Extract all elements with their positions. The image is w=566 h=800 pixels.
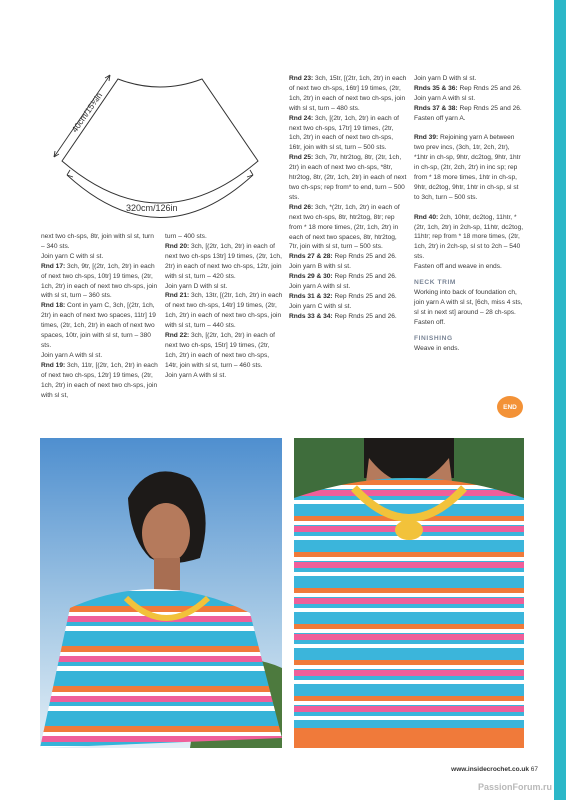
section-heading: NECK TRIM: [414, 279, 457, 287]
round-label: Rnds 31 & 32:: [289, 292, 333, 300]
round-label: Rnd 24:: [289, 114, 314, 122]
pattern-paragraph: Weave in ends.: [414, 344, 460, 352]
circumference-label: 320cm/126in: [126, 203, 178, 213]
paragraph-gap: [414, 203, 524, 213]
round-label: Rnd 21:: [165, 292, 190, 300]
pattern-paragraph: Join yarn B with sl st.: [289, 263, 351, 271]
pattern-paragraph: Rnd 22: 3ch, [(2tr, 1ch, 2tr) in each of next two ch-sps, 15tr] 19 times, (2tr, 1ch, 2tr) in each of next two ch-sps, 14tr, join with sl st, turn – 460 sts.: [165, 332, 275, 369]
text-column-2: [165, 232, 283, 381]
round-label: Rnd 17:: [41, 262, 66, 270]
pattern-paragraph: Rnd 25: 3ch, 7tr, htr2tog, 8tr, (2tr, 1ch, 2tr) in each of next two ch-sps, *8tr, htr2tog, 8tr, (2tr, 1ch, 2tr) in each of next two ch-sps; rep from* to end, turn – 500 sts.: [289, 154, 407, 201]
page-edge-bar: [554, 0, 566, 800]
round-label: Rnds 37 & 38:: [414, 104, 458, 112]
pattern-paragraph: Join yarn A with sl st.: [289, 283, 351, 291]
poncho-schematic-svg: [40, 55, 280, 230]
section-heading: FINISHING: [414, 334, 453, 342]
text-column-1: [41, 232, 158, 400]
round-label: Rnd 22:: [165, 332, 190, 340]
pattern-paragraph: Rnd 39: Rejoining yarn A between two prev incs, (3ch, 1tr, 2ch, 2tr), *1htr in ch-sp, 9htr, dc2tog, 9htr, 1htr in ch-sp, (2tr, 2ch, 2tr) in inc sp; rep from * 18 more times, 1htr in ch-sp, 9htr, dc2tog, 9htr, 1htr in ch-sp, sl st to 3ch, turn – 500 sts.: [414, 134, 521, 201]
end-badge: END: [497, 396, 523, 418]
round-label: Rnds 27 & 28:: [289, 253, 333, 261]
pattern-paragraph: turn – 400 sts.: [165, 233, 207, 240]
footer-url[interactable]: www.insidecrochet.co.uk: [451, 766, 529, 773]
pattern-paragraph: Rnd 19: 3ch, 11tr, [(2tr, 1ch, 2tr) in each of next two ch-sps, 12tr] 19 times, (2tr, 1ch, 2tr) in each of next two ch-sps, join with sl st,: [41, 361, 158, 399]
watermark: PassionForum.ru: [477, 782, 552, 792]
pattern-paragraph: next two ch-sps, 8tr, join with sl st, turn – 340 sts.: [41, 233, 154, 250]
pattern-paragraph: Join yarn A with sl st.: [41, 351, 103, 359]
pattern-paragraph: Rnds 31 & 32: Rep Rnds 25 and 26.: [289, 292, 397, 300]
photo-model-left: [40, 438, 282, 748]
pattern-paragraph: Rnd 24: 3ch, [(2tr, 1ch, 2tr) in each of next two ch-sps, 17tr] 19 times, (2tr, 1ch, 2tr) in each of next two ch-sps, 16tr, join with sl st, turn – 500 sts.: [289, 114, 399, 152]
pattern-paragraph: Join yarn A with sl st.: [414, 94, 476, 102]
round-label: Rnds 33 & 34:: [289, 312, 333, 320]
depth-label: 40cm/15¾in: [69, 90, 105, 135]
round-label: Rnd 40:: [414, 213, 439, 221]
pattern-paragraph: Rnd 23: 3ch, 15tr, [(2tr, 1ch, 2tr) in each of next two ch-sps, 16tr] 19 times, (2tr, 1ch, 2tr) in each of next two ch-sps, join with sl st, turn – 480 sts.: [289, 75, 407, 112]
pattern-paragraph: Join yarn D with sl st.: [414, 75, 477, 82]
pattern-paragraph: Rnd 40: 2ch, 10htr, dc2tog, 11htr, *(2tr, 1ch, 2tr) in 2ch-sp, 11htr, dc2tog, 11htr; rep from * 18 more times, (2tr, 1ch, 2tr) in 2ch-sp, sl st to 2ch – 540 sts.: [414, 213, 524, 261]
pattern-paragraph: Rnd 20: 3ch, [(2tr, 1ch, 2tr) in each of next two ch-sps 13tr] 19 times, (2tr, 1ch, 2tr) in each of next two ch-sps, 12tr, join with sl st, turn – 420 sts.: [165, 242, 282, 280]
text-column-3: [289, 74, 407, 322]
pattern-paragraph: Rnd 17: 3ch, 9tr, [(2tr, 1ch, 2tr) in each of next two ch-sps, 10tr] 19 times, (2tr, 1ch, 2tr) in each of next two ch-sps, join with sl st, turn – 360 sts.: [41, 262, 158, 300]
round-label: Rnd 39:: [414, 134, 439, 142]
pattern-paragraph: Join yarn D with sl st.: [165, 282, 228, 290]
pattern-paragraph: Join yarn C with sl st.: [41, 252, 104, 260]
pattern-paragraph: Rnds 35 & 36: Rep Rnds 25 and 26.: [414, 84, 522, 92]
pattern-paragraph: Rnds 33 & 34: Rep Rnds 25 and 26.: [289, 312, 397, 320]
round-label: Rnds 29 & 30:: [289, 273, 333, 281]
round-label: Rnd 19:: [41, 361, 66, 369]
text-column-4: [414, 74, 524, 353]
pattern-paragraph: Join yarn A with sl st.: [165, 371, 227, 379]
page-number: 67: [530, 766, 538, 773]
round-label: Rnd 23:: [289, 75, 314, 82]
pattern-paragraph: Fasten off and weave in ends.: [414, 263, 502, 271]
pattern-paragraph: Join yarn C with sl st.: [289, 302, 352, 310]
round-label: Rnd 26:: [289, 203, 314, 211]
pattern-paragraph: Rnds 29 & 30: Rep Rnds 25 and 26.: [289, 273, 397, 281]
paragraph-gap: [414, 124, 524, 134]
round-label: Rnd 18:: [41, 302, 66, 310]
schematic-diagram: [40, 55, 280, 230]
pattern-paragraph: Rnds 27 & 28: Rep Rnds 25 and 26.: [289, 253, 397, 261]
pattern-paragraph: Fasten off yarn A.: [414, 114, 466, 122]
pattern-paragraph: Rnd 18: Cont in yarn C, 3ch, [(2tr, 1ch, 2tr) in each of next two spaces, 11tr] 19 times, (2tr, 1ch, 2tr) in each of next two spaces, 10tr, join with sl st, turn – 380 sts.: [41, 302, 156, 349]
page-footer: [451, 766, 538, 773]
pattern-paragraph: Rnds 37 & 38: Rep Rnds 25 and 26.: [414, 104, 522, 112]
round-label: Rnd 20:: [165, 242, 190, 250]
round-label: Rnd 25:: [289, 154, 314, 162]
round-label: Rnds 35 & 36:: [414, 84, 458, 92]
photo-model-right: [294, 438, 524, 748]
pattern-paragraph: Rnd 21: 3ch, 13tr, [(2tr, 1ch, 2tr) in each of next two ch-sps, 14tr] 19 times, (2tr, 1ch, 2tr) in each of next two ch-sps, join with sl st, turn – 440 sts.: [165, 292, 283, 330]
pattern-paragraph: Rnd 26: 3ch, *(2tr, 1ch, 2tr) in each of next two ch-sps, 8tr, htr2tog, 8tr; rep from * 18 more times, (2tr, 1ch, 2tr) in each of next two spaces, 8tr, htr2tog, 7tr, join with sl st, turn – 500 sts.: [289, 203, 400, 251]
pattern-paragraph: Working into back of foundation ch, join yarn A with sl st, [6ch, miss 4 sts, sl st in next st] around – 28 ch-sps. Fasten off.: [414, 289, 523, 326]
